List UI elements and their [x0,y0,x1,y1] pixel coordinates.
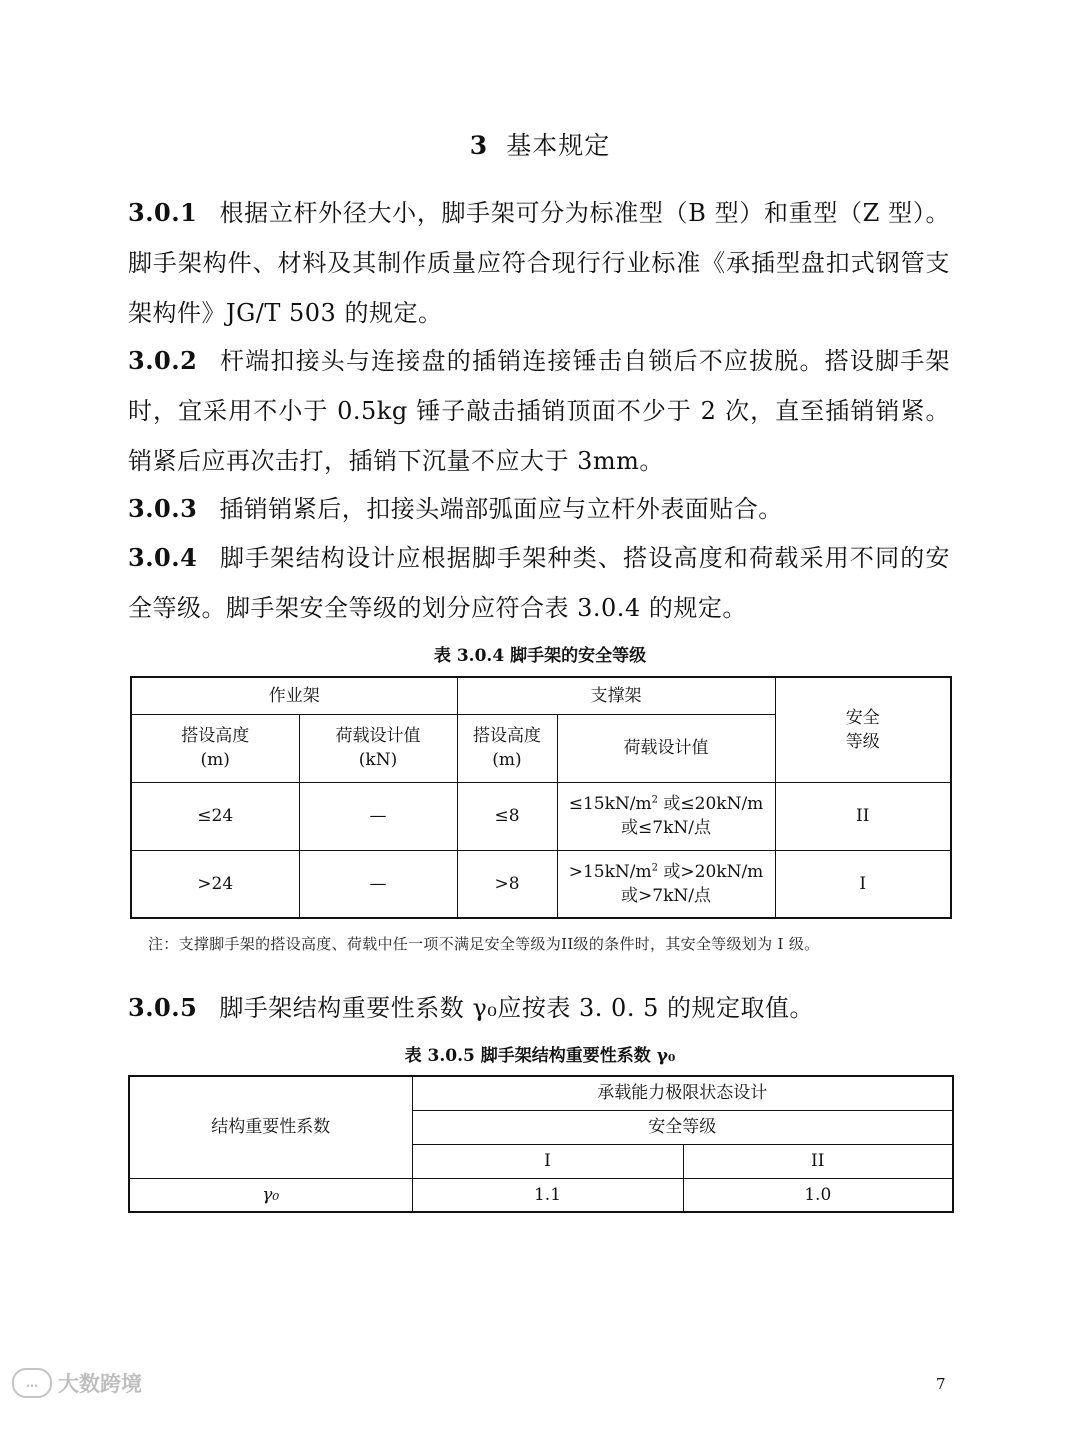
clause-text: 根据立杆外径大小，脚手架可分为标准型（B 型）和重型（Z 型）。脚手架构件、材料及其制作质量应符合现行行业标准《承插型盘扣式钢管支架构件》JG/T 503 的规定。 [128,199,950,327]
header-work-frame: 作业架 [131,677,457,714]
table-note: 注：支撑脚手架的搭设高度、荷载中任一项不满足安全等级为II级的条件时，其安全等级划为 I 级。 [148,935,820,953]
support-load-part-c: 或≤7kN/点 [621,818,711,838]
chapter-number: 3 [469,131,489,160]
clause-3-0-2 [128,336,950,486]
header-coefficient: 结构重要性系数 [129,1076,412,1178]
table-row [131,782,951,850]
chapter-heading: 基本规定 [506,131,611,160]
chat-bubble-icon: … [12,1368,52,1398]
cell-work-height: ≤24 [131,782,299,850]
clause-3-0-3 [128,484,950,534]
header-level-2: II [683,1144,953,1178]
support-load-superscript: 2 [651,794,658,806]
support-load-part-a: >15kN/m [568,861,652,882]
table-304-caption: 表 3.0.4 脚手架的安全等级 [433,646,647,666]
clause-number: 3.0.5 [128,993,198,1022]
clause-text: 脚手架结构重要性系数 γ₀应按表 3. 0. 5 的规定取值。 [219,994,814,1022]
importance-coefficient-table [128,1075,954,1213]
clause-number: 3.0.3 [128,494,198,523]
support-load-superscript: 2 [651,862,658,874]
clause-text: 脚手架结构设计应根据脚手架种类、搭设高度和荷载采用不同的安全等级。脚手架安全等级的划分应符合表 3.0.4 的规定。 [128,544,950,622]
cell-level: II [775,782,951,850]
cell-work-load: — [299,850,457,918]
table-row [131,850,951,918]
header-work-load: 荷载设计值 (kN) [299,714,457,782]
header-support-frame: 支撑架 [457,677,775,714]
cell-support-height: ≤8 [457,782,557,850]
clause-number: 3.0.2 [128,346,198,375]
cell-level: I [775,850,951,918]
page-number: 7 [936,1375,946,1393]
support-load-part-b: 或≤20kN/m [657,794,764,814]
support-load-part-b: 或>20kN/m [657,861,764,882]
header-safety-level: 安全等级 [412,1110,953,1144]
watermark [12,1368,142,1398]
cell-symbol: γ₀ [129,1178,412,1212]
table-305-caption: 表 3.0.5 脚手架结构重要性系数 γ₀ [404,1046,676,1066]
clause-number: 3.0.4 [128,543,198,572]
cell-value-2: 1.0 [683,1178,953,1212]
chapter-title [0,126,1080,162]
clause-3-0-5 [128,983,950,1033]
clause-number: 3.0.1 [128,198,198,227]
cell-work-height: >24 [131,850,299,918]
header-support-load: 荷载设计值 [557,714,775,782]
cell-work-load: — [299,782,457,850]
clause-text: 杆端扣接头与连接盘的插销连接锤击自锁后不应拔脱。搭设脚手架时，宜采用不小于 0.5kg 锤子敲击插销顶面不少于 2 次，直至插销销紧。销紧后应再次击打，插销下沉量不应大于 3mm。 [128,347,950,475]
header-design: 承载能力极限状态设计 [412,1076,953,1110]
clause-3-0-4 [128,533,950,633]
cell-support-height: >8 [457,850,557,918]
header-work-height: 搭设高度 (m) [131,714,299,782]
table-row [129,1178,953,1212]
watermark-text: 大数跨境 [58,1372,142,1396]
header-support-height: 搭设高度 (m) [457,714,557,782]
cell-support-load [557,850,775,918]
clause-3-0-1 [128,188,950,338]
header-safety-level: 安全 等级 [775,677,951,782]
support-load-part-a: ≤15kN/m [568,794,652,814]
header-level-1: I [412,1144,683,1178]
safety-level-table [130,676,952,919]
support-load-part-c: 或>7kN/点 [621,885,711,906]
clause-text: 插销销紧后，扣接头端部弧面应与立杆外表面贴合。 [219,495,783,523]
cell-support-load [557,782,775,850]
cell-value-1: 1.1 [412,1178,683,1212]
